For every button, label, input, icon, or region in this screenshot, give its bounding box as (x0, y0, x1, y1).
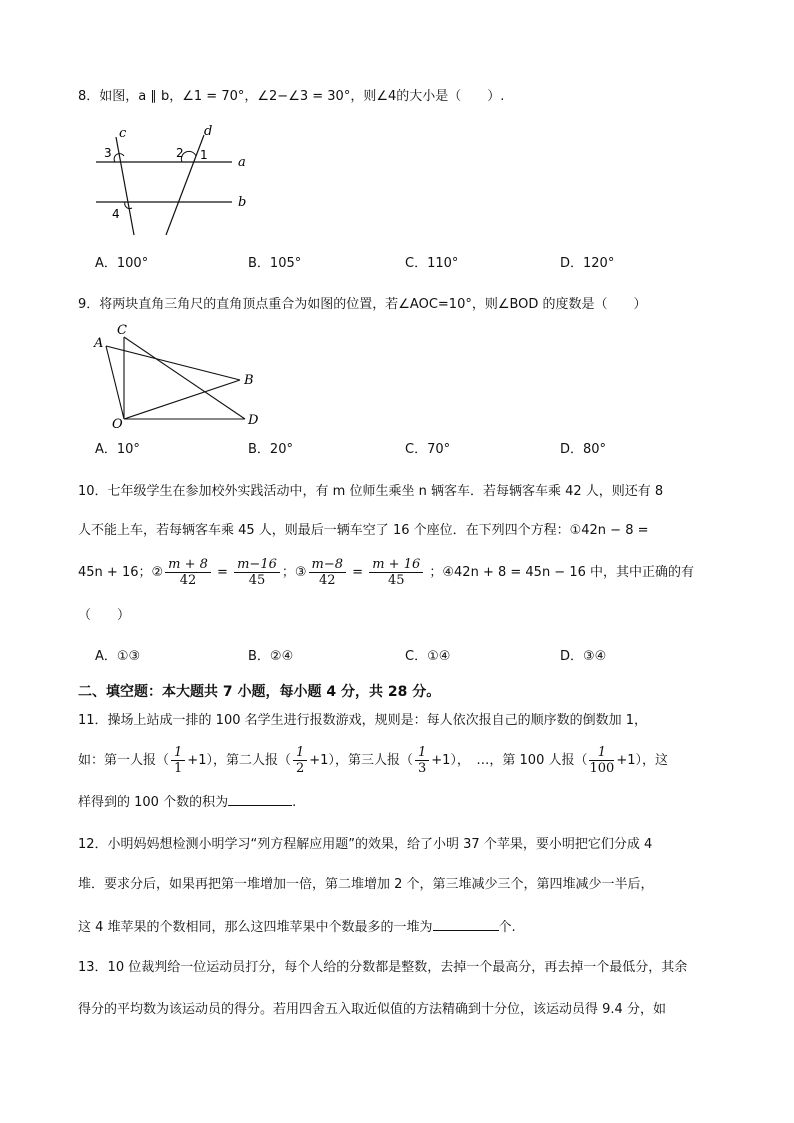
label-b: b (238, 195, 247, 210)
q10-line3: 45n + 16；② $\frac{m + 8}{42}$ = $\frac{m-16}{45}$ ；③ $\frac{m-8}{42}$ = $\frac{m + 16}{45}$ ；④42n + 8 = 45n − 16 中，其中正确的有 (78, 557, 695, 588)
label-2: 2 (176, 146, 184, 160)
q10-option-b[interactable]: B．②④ (248, 649, 294, 664)
q8-option-b[interactable]: B．105° (248, 256, 302, 271)
q10-line1: 10．七年级学生在参加校外实践活动中，有 m 位师生乘坐 n 辆客车．若每辆客车乘 42 人，则还有 8 (78, 484, 664, 499)
q11-frac4: $\frac{1}{100}$ (589, 745, 615, 776)
q11-frac3: $\frac{1}{3}$ (415, 745, 429, 776)
q10-option-d[interactable]: D．③④ (560, 649, 607, 664)
q10-frac2: $\frac{m-16}{45}$ (234, 557, 280, 588)
q11-line1: 11．操场上站成一排的 100 名学生进行报数游戏，规则是：每人依次报自己的顺序数的倒数加 1， (78, 713, 648, 728)
q12-answer-blank[interactable] (433, 918, 499, 931)
q10-frac3: $\frac{m-8}{42}$ (309, 557, 347, 588)
q9-option-d[interactable]: D．80° (560, 442, 607, 457)
q13-line2: 得分的平均数为该运动员的得分。若用四舍五入取近似值的方法精确到十分位，该运动员得 9.4 分，如 (78, 1002, 666, 1017)
label-d: d (204, 124, 213, 139)
label-B: B (244, 373, 254, 388)
q10-line4: （ ） (78, 608, 131, 623)
label-A: A (94, 336, 104, 351)
q8-option-d[interactable]: D．120° (560, 256, 615, 271)
label-4: 4 (112, 207, 120, 221)
q12-line2: 堆．要求分后，如果再把第一堆增加一倍，第二堆增加 2 个，第三堆减少三个，第四堆减少一半后， (78, 877, 654, 892)
q9-option-c[interactable]: C．70° (405, 442, 451, 457)
q11-answer-blank[interactable] (228, 793, 292, 806)
label-3: 3 (104, 146, 112, 160)
label-c: c (119, 126, 127, 141)
q9-option-a[interactable]: A．10° (95, 442, 140, 457)
label-a: a (238, 155, 246, 170)
q10-option-c[interactable]: C．①④ (405, 649, 451, 664)
q8-option-a[interactable]: A．100° (95, 256, 149, 271)
q10-l3-c: ；④42n + 8 = 45n − 16 中，其中正确的有 (429, 565, 695, 580)
q10-l3-a: 45n + 16；② (78, 565, 164, 580)
q12-line1: 12．小明妈妈想检测小明学习“列方程解应用题”的效果，给了小明 37 个苹果，要小明把它们分成 4 (78, 837, 653, 852)
q10-frac4: $\frac{m + 16}{45}$ (369, 557, 423, 588)
q10-frac1: $\frac{m + 8}{42}$ (165, 557, 211, 588)
q12-line3: 这 4 堆苹果的个数相同，那么这四堆苹果中个数最多的一堆为 个. (78, 920, 516, 935)
q11-line2: 如：第一人报（ $\frac{1}{1}$ +1），第二人报（ $\frac{1}{2}$ +1），第三人报（ $\frac{1}{3}$ +1）， …，第 100 人报（ $\frac{1}{100}$ +1），这 (78, 745, 668, 776)
q10-line2: 人不能上车，若每辆客车乘 45 人，则最后一辆车空了 16 个座位．在下列四个方程：①42n − 8 = (78, 523, 649, 538)
q9-figure (90, 322, 270, 432)
q9-stem: 9．将两块直角三角尺的直角顶点重合为如图的位置，若∠AOC=10°，则∠BOD 的度数是（ ） (78, 297, 647, 312)
q8-stem: 8．如图，a ∥ b，∠1 = 70°，∠2−∠3 = 30°，则∠4的大小是（ ）. (78, 89, 505, 104)
label-O: O (112, 417, 123, 432)
line-d (166, 135, 204, 235)
q11-line3: 样得到的 100 个数的积为 . (78, 795, 297, 810)
q11-frac2: $\frac{1}{2}$ (293, 745, 307, 776)
q13-line1: 13．10 位裁判给一位运动员打分，每个人给的分数都是整数，去掉一个最高分，再去掉一个最低分，其余 (78, 960, 688, 975)
label-D: D (248, 413, 259, 428)
label-C: C (117, 323, 127, 338)
q11-frac1: $\frac{1}{1}$ (171, 745, 185, 776)
q8-option-c[interactable]: C．110° (405, 256, 459, 271)
q8-figure (90, 125, 250, 235)
label-1: 1 (200, 148, 208, 162)
section-title: 二、填空题：本大题共 7 小题，每小题 4 分，共 28 分。 (78, 684, 441, 700)
q10-option-a[interactable]: A．①③ (95, 649, 141, 664)
q9-option-b[interactable]: B．20° (248, 442, 293, 457)
